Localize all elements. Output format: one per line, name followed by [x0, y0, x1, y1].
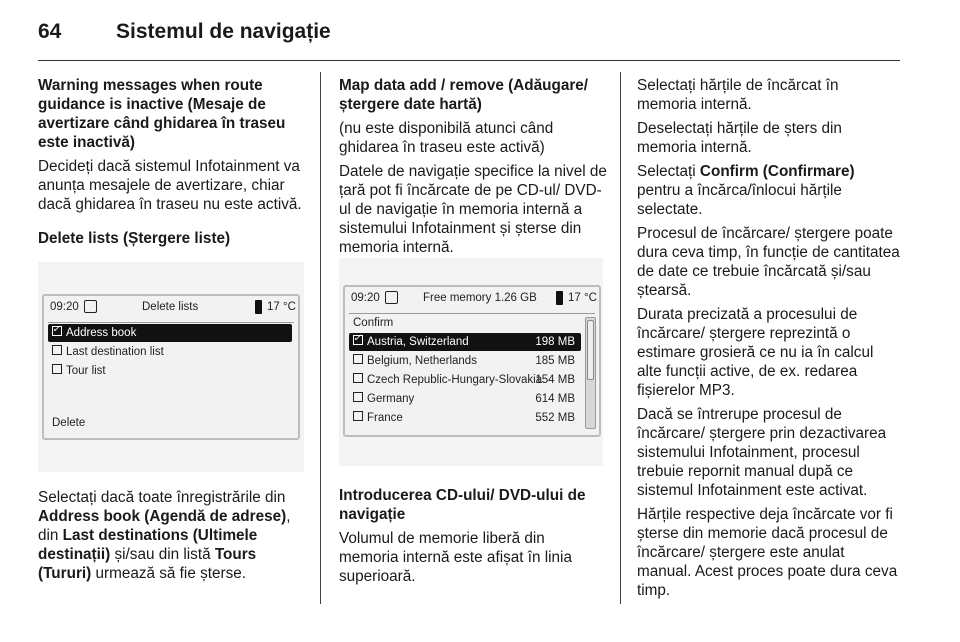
scrollbar-thumb[interactable] [587, 320, 594, 380]
map-item-label: Germany [367, 393, 415, 405]
scrollbar[interactable] [585, 317, 596, 429]
clock-time: 09:20 [351, 292, 380, 304]
last-destinations-term: Last destinations (Ultimele destinații) [38, 527, 258, 563]
delete-lists-screen [42, 294, 300, 440]
warning-messages-body: Decideți dacă sistemul Infotainment va anunța mesajele de avertizare, chiar dacă ghidarea în traseu nu este activă. [38, 158, 302, 213]
map-item-label: Czech Republic-Hungary-Slovakia [367, 374, 543, 386]
list-item-address-book[interactable] [48, 324, 292, 342]
list-item-label: Last destination list [66, 346, 164, 358]
checkbox-icon [353, 354, 363, 364]
column-2 [339, 76, 607, 262]
select-paragraph [38, 488, 310, 588]
column-divider-1 [320, 72, 321, 604]
clock-icon [385, 291, 398, 304]
free-memory-figure [339, 258, 603, 466]
status-bar [44, 296, 298, 322]
address-book-term: Address book (Agendă de adrese) [38, 508, 287, 525]
map-data-body: Datele de navigație specifice la nivel de țară pot fi încărcate de pe CD-ul/ DVD-ul de navigație în memoria internă a sistemului Infotainment și șterse din memoria internă. [339, 163, 607, 256]
checkbox-checked-icon [52, 326, 62, 336]
confirm-button[interactable]: Confirm [353, 317, 394, 329]
list-item-label: Tour list [66, 365, 106, 377]
map-item-label: Belgium, Netherlands [367, 355, 477, 367]
column-divider-2 [620, 72, 621, 604]
intro-heading: Introducerea CD-ului/ DVD-ului de navigație [339, 487, 586, 523]
screen-title: Free memory 1.26 GB [423, 292, 537, 304]
phone-icon [255, 300, 262, 314]
intro-body: Volumul de memorie liberă din memoria internă este afișat în linia superioară. [339, 530, 572, 585]
phone-icon [556, 291, 563, 305]
text: Selectați dacă toate înregistrările din [38, 489, 286, 506]
map-item-size: 614 MB [535, 393, 575, 405]
delete-button[interactable]: Delete [52, 417, 86, 429]
map-item-size: 552 MB [535, 412, 575, 424]
paragraph-deselect-maps: Deselectați hărțile de șters din memoria internă. [637, 120, 842, 156]
status-bar [345, 287, 599, 313]
intro-section [339, 486, 607, 591]
map-item-austria-switzerland[interactable] [349, 333, 581, 351]
clock-icon [84, 300, 97, 313]
map-item-france[interactable] [349, 409, 581, 427]
text: și/sau din listă [110, 546, 215, 563]
page-title: Sistemul de navigație [116, 20, 331, 43]
map-item-germany[interactable] [349, 390, 581, 408]
column-3 [637, 76, 902, 605]
paragraph-duration: Procesul de încărcare/ ștergere poate dura ceva timp, în funcție de cantitatea de date ce trebuie încărcată și/sau ștearsă. [637, 225, 900, 299]
confirm-term: Confirm (Confirmare) [699, 163, 855, 180]
delete-lists-figure [38, 262, 304, 472]
paragraph-interrupt: Dacă se întrerupe procesul de încărcare/ ștergere prin dezactivarea sistemului Infotainment, procesul trebuie repornit manual după ce sistemul Infotainment este activat. [637, 406, 887, 499]
page-number: 64 [38, 20, 62, 43]
checkbox-icon [353, 411, 363, 421]
map-data-note: (nu este disponibilă atunci când ghidarea în traseu este activă) [339, 120, 554, 156]
checkbox-icon [52, 345, 62, 355]
map-item-size: 198 MB [535, 336, 575, 348]
header-rule [38, 60, 900, 61]
map-item-size: 185 MB [535, 355, 575, 367]
page-header [38, 20, 331, 44]
paragraph-confirm [637, 162, 902, 219]
paragraph-estimate: Durata precizată a procesului de încărcare/ ștergere reprezintă o estimare grosieră ce nu ia în calcul alte funcții active, de ex. redarea fișierelor MP3. [637, 306, 874, 399]
map-item-belgium-netherlands[interactable] [349, 352, 581, 370]
list-item-tour-list[interactable] [48, 362, 292, 380]
paragraph-select-maps: Selectați hărțile de încărcat în memoria internă. [637, 77, 839, 113]
text: urmează să fie șterse. [91, 565, 246, 582]
list-item-label: Address book [66, 327, 137, 339]
text: , din [38, 508, 291, 544]
map-item-label: Austria, Switzerland [367, 336, 469, 348]
temperature: 17 °C [267, 301, 296, 313]
temperature: 17 °C [568, 292, 597, 304]
checkbox-icon [353, 392, 363, 402]
warning-messages-heading: Warning messages when route guidance is inactive (Mesaje de avertizare când ghidarea în traseu este inactivă) [38, 77, 286, 151]
checkbox-icon [353, 373, 363, 383]
map-item-label: France [367, 412, 403, 424]
delete-lists-heading: Delete lists (Ștergere liste) [38, 230, 231, 247]
paragraph-cancel: Hărțile respective deja încărcate vor fi șterse din memorie dacă procesul de încărcare/ ștergere este anulat manual. Acest proces poate dura ceva timp. [637, 506, 898, 599]
text: Selectați [637, 163, 700, 180]
text: pentru a încărca/înlocui hărțile selectate. [637, 182, 842, 218]
tours-term: Tours (Tururi) [38, 546, 257, 582]
checkbox-checked-icon [353, 335, 363, 345]
screen-title: Delete lists [142, 301, 199, 313]
free-memory-screen [343, 285, 601, 437]
column-1 [38, 76, 306, 253]
clock-time: 09:20 [50, 301, 79, 313]
map-data-heading: Map data add / remove (Adăugare/ ștergere date hartă) [339, 77, 589, 113]
status-divider [48, 322, 294, 323]
map-item-czech-hungary-slovakia[interactable] [349, 371, 581, 389]
list-item-last-destination[interactable] [48, 343, 292, 361]
checkbox-icon [52, 364, 62, 374]
map-item-size: 154 MB [535, 374, 575, 386]
